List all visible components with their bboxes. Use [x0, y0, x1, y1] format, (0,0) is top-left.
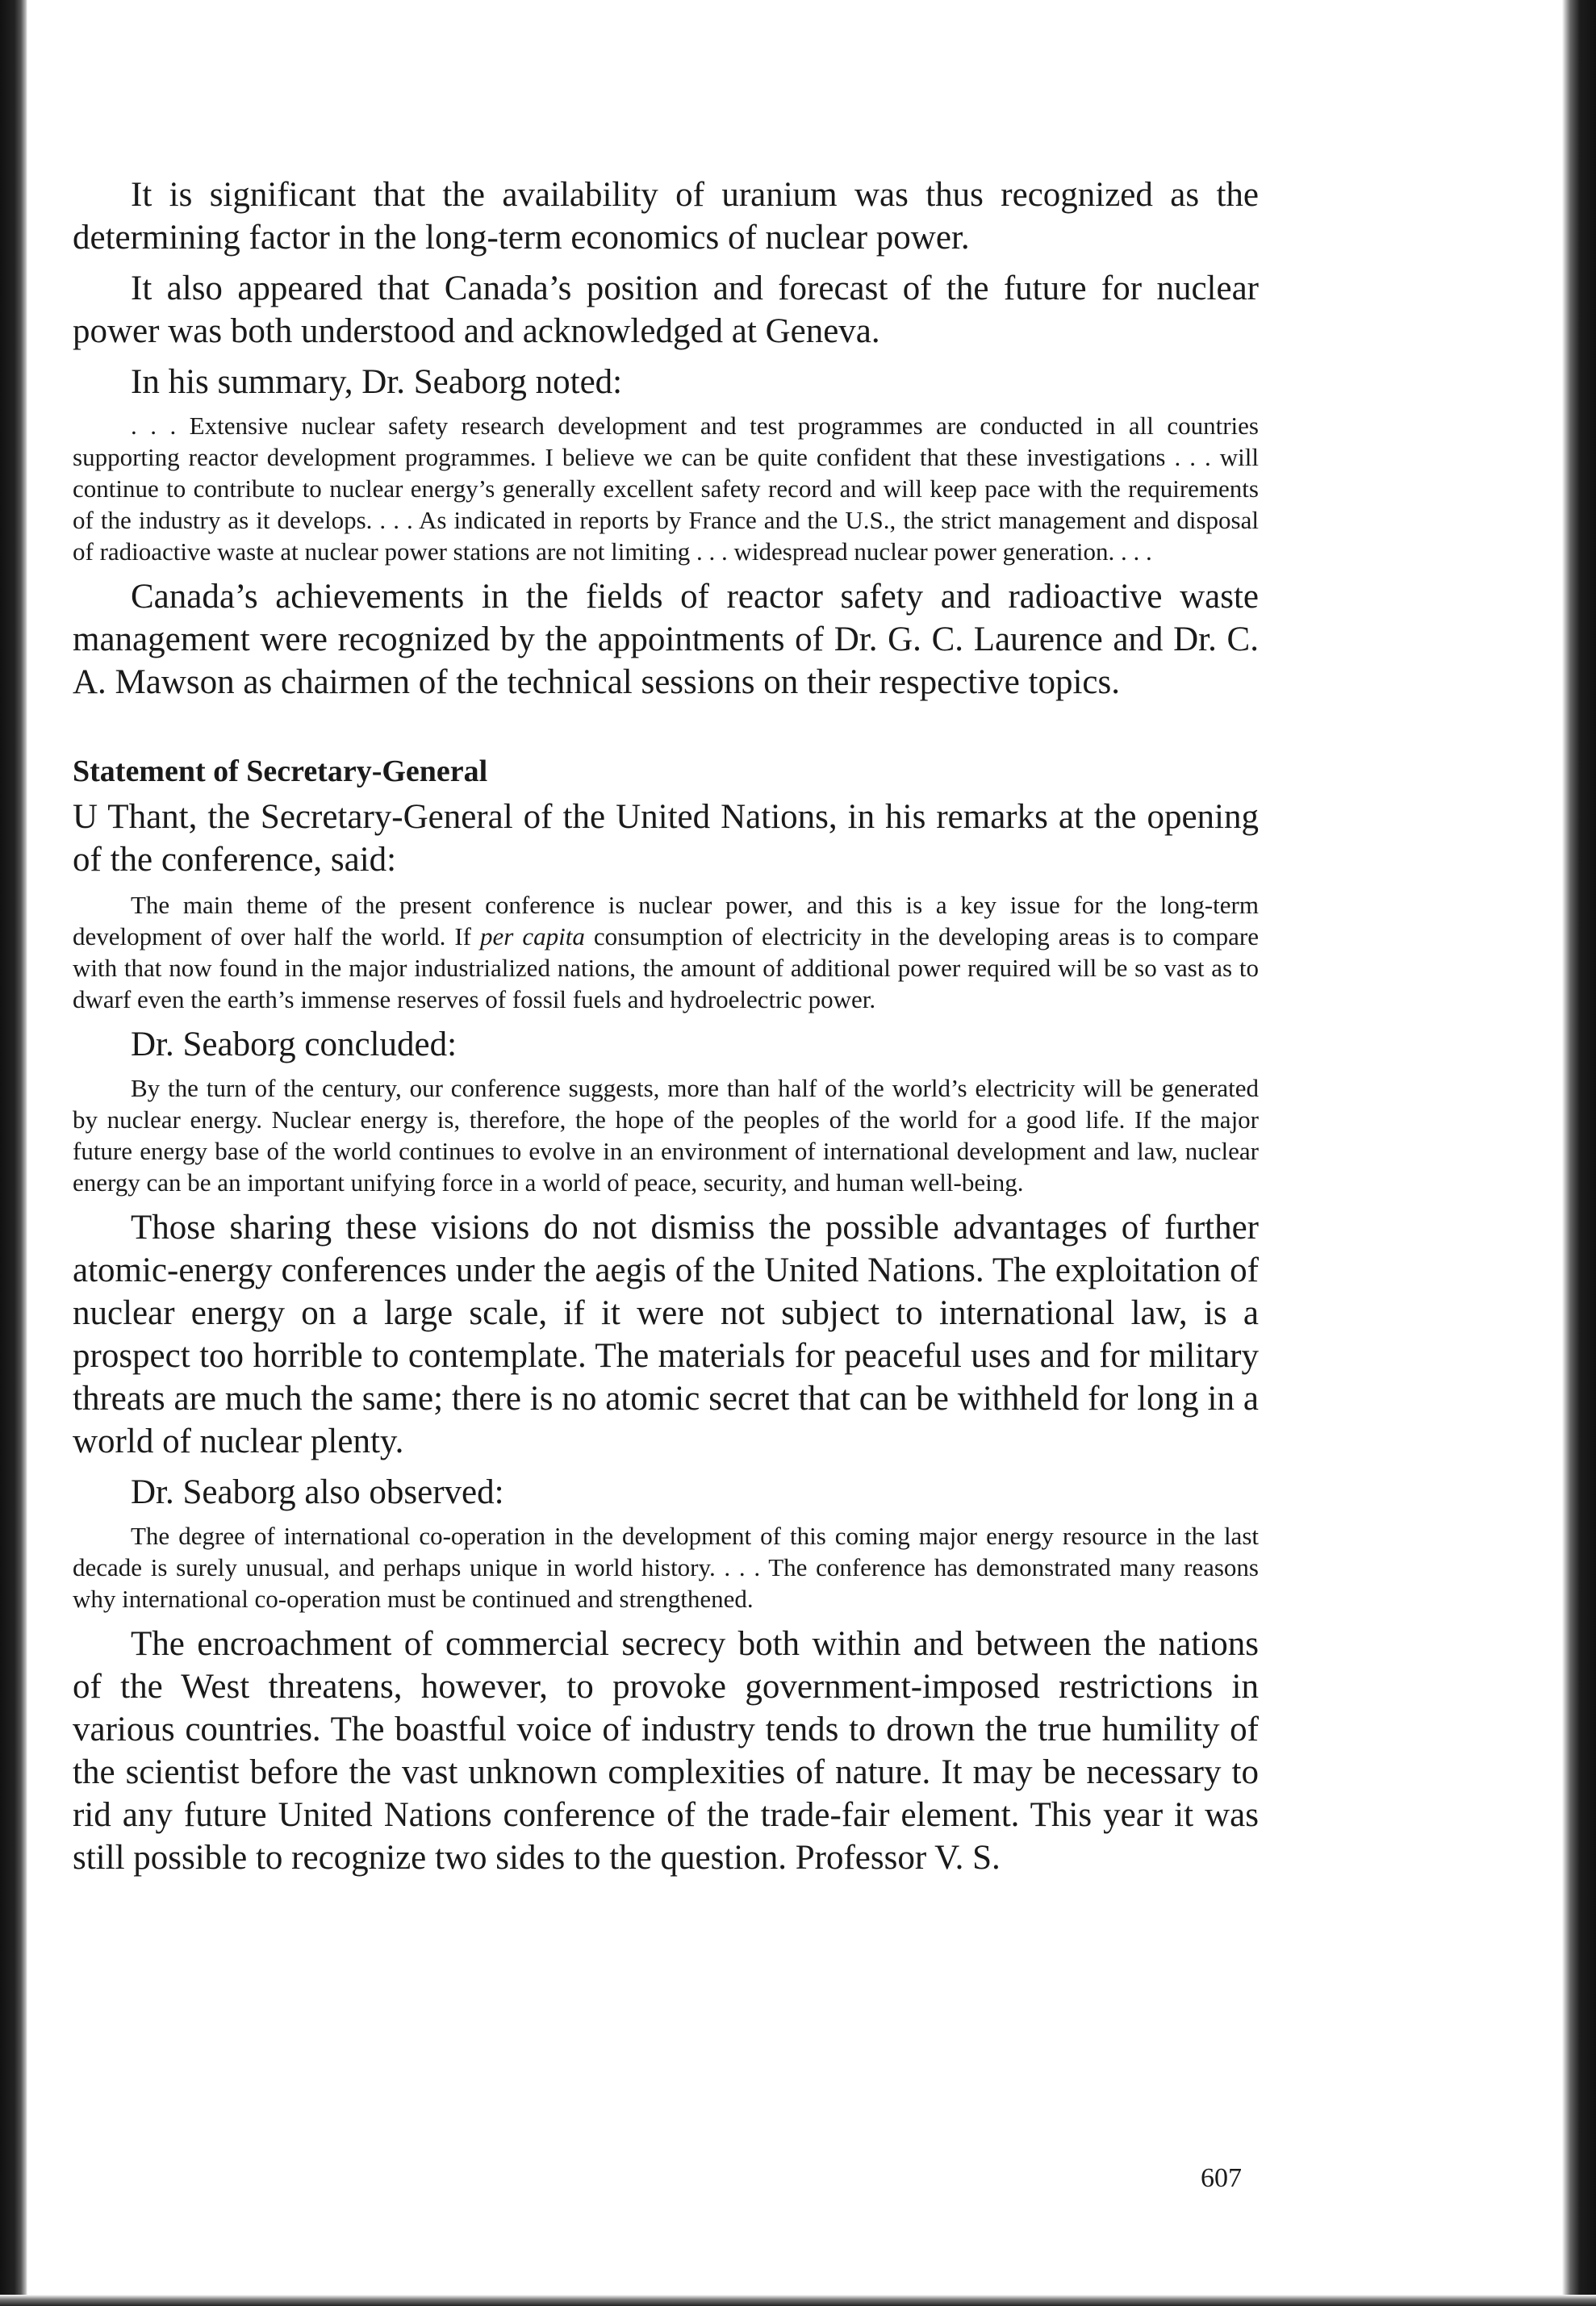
quote-main-theme-part1: The main theme of the present conference is nuclear power, and this is a key issue for the long-term development of over half the world. If: [73, 891, 1259, 950]
paragraph-commercial-secrecy: The encroachment of commercial secrecy both within and between the nations of the West threatens, however, to provoke government-imposed restrictions in various countries. The boastful voice of industry tends to drown the true humility of the scientist before the vast unknown complexities of nature. It may be necessary to rid any future United Nations conference of the trade-fair element. This year it was still possible to recognize two sides to the question. Professor V. S.: [73, 1625, 1259, 1877]
quote-main-theme-italic: per capita: [480, 922, 585, 950]
section-heading: Statement of Secretary-General: [73, 754, 488, 788]
paragraph-canada-achievements: Canada’s achievements in the fields of reactor safety and radioactive waste management were recognized by the appointments of Dr. G. C. Laurence and Dr. C. A. Mawson as chairmen of the technical sessions on their respective topics.: [73, 578, 1259, 701]
paragraph-visions: Those sharing these visions do not dismiss the possible advantages of further atomic-energy conferences under the aegis of the United Nations. The exploitation of nuclear energy on a large scale, if it were not subject to international law, is a prospect too horrible to contemplate. The materials for peaceful uses and for military threats are much the same; there is no atomic secret that can be withheld for long in a world of nuclear plenty.: [73, 1209, 1259, 1460]
scan-right-edge: [1562, 0, 1596, 2306]
scan-left-edge: [0, 0, 27, 2306]
paragraph-seaborg-noted: In his summary, Dr. Seaborg noted:: [131, 363, 623, 401]
paragraph-canada-position: It also appeared that Canada’s position and forecast of the future for nuclear power was both understood and acknowledged at Geneva.: [73, 269, 1259, 350]
quote-main-theme: [73, 889, 1259, 1015]
paragraph-seaborg-observed: Dr. Seaborg also observed:: [131, 1473, 504, 1511]
paragraph-uranium: It is significant that the availability of uranium was thus recognized as the determining factor in the long-term economics of nuclear power.: [73, 176, 1259, 257]
paragraph-u-thant: U Thant, the Secretary-General of the United Nations, in his remarks at the opening of the conference, said:: [73, 798, 1259, 879]
page-number: 607: [1201, 2163, 1242, 2193]
quote-safety: . . . Extensive nuclear safety research development and test programmes are conducted in all countries supporting reactor development programmes. I believe we can be quite confident that these investigations . . . will continue to contribute to nuclear energy’s generally excellent safety record and will keep pace with the requirements of the industry as it develops. . . . As indicated in reports by France and the U.S., the strict management and disposal of radioactive waste at nuclear power stations are not limiting . . . widespread nuclear power generation. . . .: [73, 411, 1259, 566]
paragraph-seaborg-concluded: Dr. Seaborg concluded:: [131, 1026, 457, 1063]
quote-cooperation: The degree of international co-operation in the development of this coming major energy resource in the last decade is surely unusual, and perhaps unique in world history. . . . The conference has demonstrated many reasons why international co-operation must be continued and strengthened.: [73, 1522, 1259, 1613]
page-body: [73, 173, 1259, 1887]
quote-turn-of-century: By the turn of the century, our conference suggests, more than half of the world’s electricity will be generated by nuclear energy. Nuclear energy is, therefore, the hope of the peoples of the world for a good life. If the major future energy base of the world continues to evolve in an environment of international development and law, nuclear energy can be an important unifying force in a world of peace, security, and human well-being.: [73, 1074, 1259, 1197]
scan-bottom-edge: [0, 2295, 1596, 2306]
quote-main-theme-part2: consumption of electricity in the developing areas is to compare with that now found in the major industrialized nations, the amount of additional power required will be so vast as to dwarf even the earth’s immense reserves of fossil fuels and hydroelectric power.: [73, 922, 1259, 1013]
